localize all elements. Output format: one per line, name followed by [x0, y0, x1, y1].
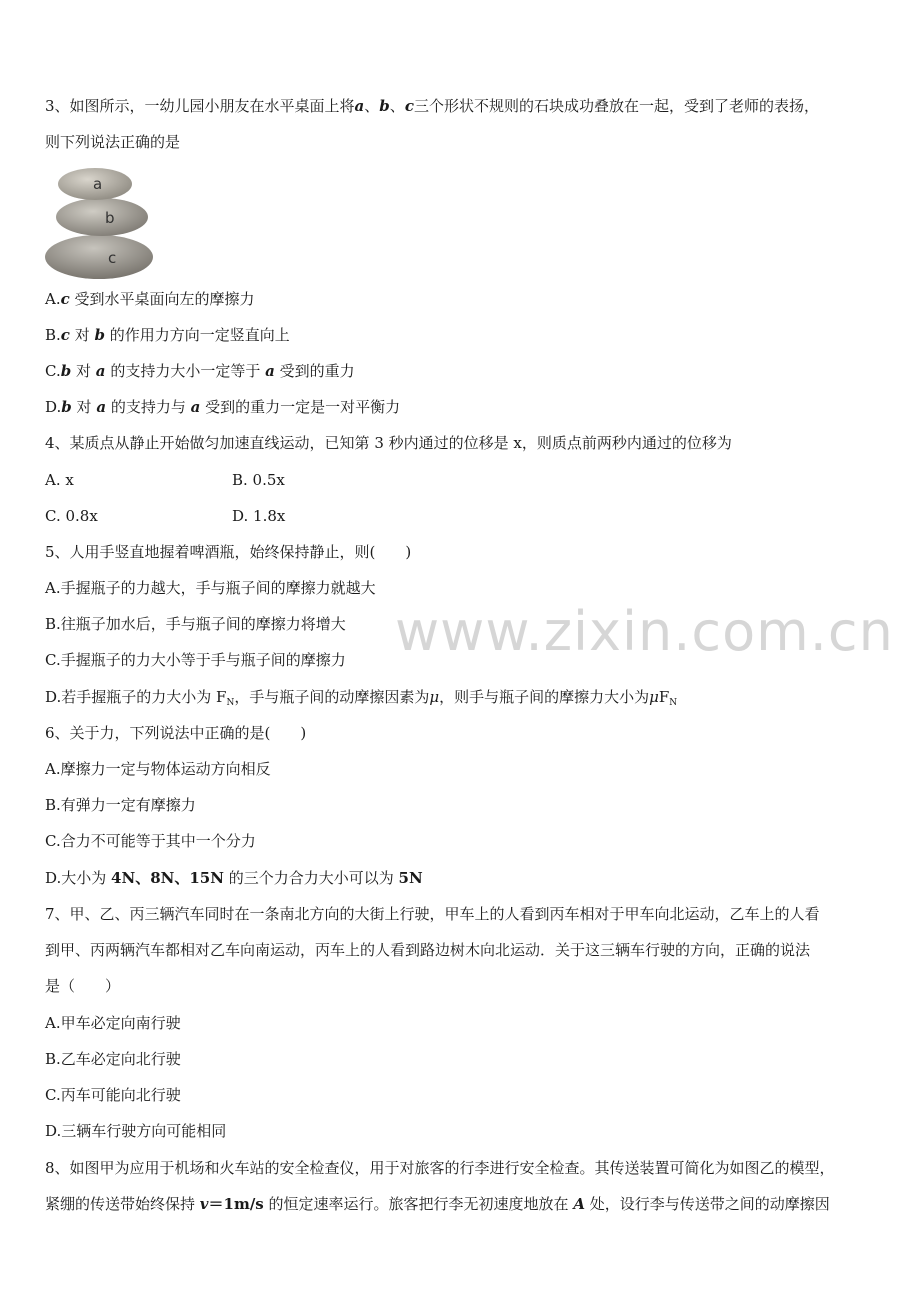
- q7-option-a: A.甲车必定向南行驶: [45, 1014, 181, 1032]
- stone-label-b: b: [105, 209, 115, 227]
- q5-option-a: A.手握瓶子的力越大，手与瓶子间的摩擦力就越大: [45, 579, 376, 597]
- q8-stem-line1: 8、如图甲为应用于机场和火车站的安全检查仪，用于对旅客的行李进行安全检查。其传送装置可简化为如图乙的模型，: [45, 1159, 835, 1177]
- q7-option-d: D.三辆车行驶方向可能相同: [45, 1122, 227, 1140]
- q4-option-b: B. 0.5x: [232, 471, 285, 489]
- q6-stem: 6、关于力，下列说法中正确的是( ): [45, 724, 307, 742]
- q7-stem-line3: 是（ ）: [45, 977, 121, 995]
- q4-stem: 4、某质点从静止开始做匀加速直线运动，已知第 3 秒内通过的位移是 x，则质点前两秒内通过的位移为: [45, 434, 732, 452]
- q7-option-b: B.乙车必定向北行驶: [45, 1050, 181, 1068]
- q5-option-d: D.若手握瓶子的力大小为 $F_N$，手与瓶子间的动摩擦因素为μ，则手与瓶子间的摩擦力大小为$\mu F_N$: [45, 688, 678, 708]
- q6-option-a: A.摩擦力一定与物体运动方向相反: [45, 760, 271, 778]
- q7-stem-line1: 7、甲、乙、丙三辆汽车同时在一条南北方向的大街上行驶，甲车上的人看到丙车相对于甲车向北运动，乙车上的人看: [45, 905, 820, 923]
- q3-option-b: B.c 对 b 的作用力方向一定竖直向上: [45, 326, 290, 344]
- stone-label-c: c: [108, 249, 117, 267]
- q8-stem-line2: 紧绷的传送带始终保持 v＝1m/s 的恒定速率运行。旅客把行李无初速度地放在 A 处，设行李与传送带之间的动摩擦因: [45, 1195, 830, 1213]
- q3-option-d: D.b 对 a 的支持力与 a 受到的重力一定是一对平衡力: [45, 398, 401, 416]
- q6-option-c: C.合力不可能等于其中一个分力: [45, 832, 256, 850]
- q6-option-d: D.大小为 4N、8N、15N 的三个力合力大小可以为 5N: [45, 869, 423, 887]
- q5-option-c: C.手握瓶子的力大小等于手与瓶子间的摩擦力: [45, 651, 346, 669]
- q5-option-b: B.往瓶子加水后，手与瓶子间的摩擦力将增大: [45, 615, 346, 633]
- q4-option-d: D. 1.8x: [232, 507, 286, 525]
- watermark: www.zixin.com.cn: [395, 600, 894, 663]
- q3-stem-line2: 则下列说法正确的是: [45, 133, 181, 151]
- q3-stem-line1: 3、如图所示，一幼儿园小朋友在水平桌面上将a、b、c三个形状不规则的石块成功叠放在一起，受到了老师的表扬，: [45, 97, 819, 115]
- q6-option-b: B.有弹力一定有摩擦力: [45, 796, 196, 814]
- q4-option-c: C. 0.8x: [45, 507, 98, 525]
- q5-stem: 5、人用手竖直地握着啤酒瓶，始终保持静止，则( ): [45, 543, 412, 561]
- stone-label-a: a: [93, 175, 103, 193]
- q3-option-c: C.b 对 a 的支持力大小一定等于 a 受到的重力: [45, 362, 355, 380]
- q7-option-c: C.丙车可能向北行驶: [45, 1086, 181, 1104]
- stacked-stones-figure: [45, 167, 153, 279]
- q7-stem-line2: 到甲、丙两辆汽车都相对乙车向南运动，丙车上的人看到路边树木向北运动．关于这三辆车行驶的方向，正确的说法: [45, 941, 811, 959]
- q4-option-a: A. x: [45, 471, 74, 489]
- q3-option-a: A.c 受到水平桌面向左的摩擦力: [45, 290, 255, 308]
